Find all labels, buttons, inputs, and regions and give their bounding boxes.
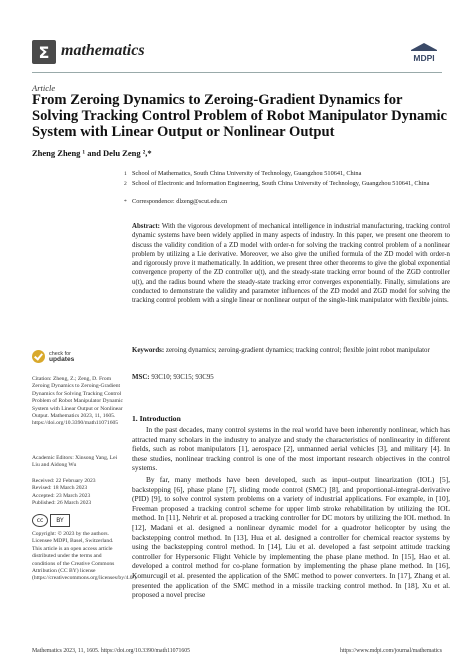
abstract-text: With the vigorous development of mechanical intelligence in industrial manufacturing, tracking control dynamic systems have been widely applied in many aspects of industry. In this paper, we present one theorem to discuss the validity condition of a ZD model with order-n for solving the tracking control problem of a nonlinear problem by utilizing a Lie derivative. Moreover, we also give the unified formula of the ZD model with order-n and rigorously prove it mathematically. In addition, we present three other theorems to give the global exponential convergence property of the ZD controller u(t), and the steady-state tracking error bound of the ZGD controller u(t), and the radius bound where the steady-state tracking error converges exponentially. Finally, simulations are conducted to demonstrate the validity and parameter influences of the ZD model and ZGD model for solving the tracking control problem with a single linear or nonlinear output of the single-link manipulator with flexible joints. [132,223,450,305]
introduction-body [132,425,450,600]
header-divider [32,72,442,73]
affiliation-text[interactable]: Correspondence: dlzeng@scut.edu.cn [132,198,228,205]
affiliation-num: 1 [124,171,127,177]
msc-codes [132,374,214,381]
copyright-notice: Copyright: © 2023 by the authors. Licensee MDPI, Basel, Switzerland. This article is an open access article distributed under the terms and conditions of the Creative Commons Attribution (CC BY) license (https://creativecommons.org/licenses/by/4.0/). [32,531,138,582]
check-for-updates-label: check for updates [49,350,75,363]
intro-paragraph-2: By far, many methods have been developed, such as input–output linearization (IOL) [5], backstepping [6], phase plane [7], sliding mode control (SMC) [8], and proportional-integral-derivative (PID) [9], to solve control system problems on a variety of industrial applications. For example, in [10], Freeman proposed a tracking control scheme for upper limb stroke rehabilitation by utilizing the IOL method. In [11], Nehrir et al. proposed a tracking controller for DC motors by utilizing the IOL method. In [12], Madani et al. designed a nonlinear dynamic model for a quadrotor helicopter by using the backstepping control method. In [13], Hua et al. designed a controller for chemical reactor systems by using the backstepping control method. In [14], Liu et al. developed a fast setpoint attitude tracking controller for Hypersonic Flight Vehicle by implementing the phase plane method. In [15], Hao et al. developed a control method for co-plane formation by implementing the phase plane method. In [16], Komurcugil et al. presented the application of the SMC method to power converters. In [17], Zhang et al. presented the application of the SMC method in a missile tracking control method. In [18], Xu et al. proposed a novel precise [132,474,450,600]
check-icon [32,350,45,363]
keywords-label: Keywords: [132,347,165,354]
check-for-updates-button[interactable] [32,350,74,363]
mdpi-logo-text: MDPI [413,53,435,63]
affiliation-text: School of Mathematics, South China University of Technology, Guangzhou 510641, China [132,170,362,177]
msc-text: 93C10; 93C15; 93C95 [151,374,214,381]
footer-journal-link[interactable]: https://www.mdpi.com/journal/mathematics [339,648,442,654]
keywords [132,346,450,355]
journal-name[interactable]: mathematics [61,42,145,59]
date-published: Published: 26 March 2023 [32,500,92,507]
abstract-label: Abstract: [132,223,160,230]
affiliation-num: 2 [124,181,127,187]
article-title: From Zeroing Dynamics to Zeroing-Gradient Dynamics for Solving Tracking Control Problem of Robot Manipulator Dynamic System with Linear Output or Nonlinear Output [32,92,448,140]
keywords-text: zeroing dynamics; zeroing-gradient dynamics; tracking control; flexible joint robot manipulator [165,347,430,354]
article-type: Article [32,83,56,93]
date-accepted: Accepted: 23 March 2023 [32,492,91,499]
intro-paragraph-1: In the past decades, many control systems in the real world have been inherently nonlinear, which has attracted many scholars in the industry to analyze and study the characteristics of nonlinearity in different fields, such as robot manipulators [1], aerospace [2], unmanned aerial vehicles [3], and military [4]. In these studies, nonlinear tracking control is one of the most important research objectives in the control systems. [132,425,450,473]
journal-logo-icon: Σ [32,40,56,64]
citation-block: Citation: Zheng, Z.; Zeng, D. From Zeroing Dynamics to Zeroing-Gradient Dynamics for Solving Tracking Control Problem of Robot Manipulator Dynamic System with Linear Output or Nonlinear Output. Mathematics 2023, 11, 1605. https://doi.org/10.3390/math11071605 [32,376,124,427]
footer-citation[interactable]: Mathematics 2023, 11, 1605. https://doi.org/10.3390/math11071605 [32,648,191,654]
academic-editors: Academic Editors: Xinsong Yang, Lei Liu and Aidong Wu [32,455,118,469]
cc-by-icon: BY [50,514,70,527]
cc-license-badge[interactable] [32,514,70,527]
abstract [132,222,450,306]
dates-block [32,478,124,508]
mdpi-logo-icon[interactable] [407,40,441,66]
affiliation-2 [124,180,432,188]
cc-icon: cc [32,514,48,527]
section-heading: 1. Introduction [132,414,181,423]
affiliation-1 [124,170,362,178]
affiliation-text: School of Electronic and Information Engineering, South China University of Technology, Guangzhou 510641, China [132,180,430,187]
msc-label: MSC: [132,374,150,381]
correspondence [124,198,228,206]
date-received: Received: 22 February 2023 [32,478,96,484]
author-list: Zheng Zheng ¹ and Delu Zeng ²,* [32,148,152,158]
affiliation-num: * [124,199,127,205]
date-revised: Revised: 18 March 2023 [32,485,88,492]
